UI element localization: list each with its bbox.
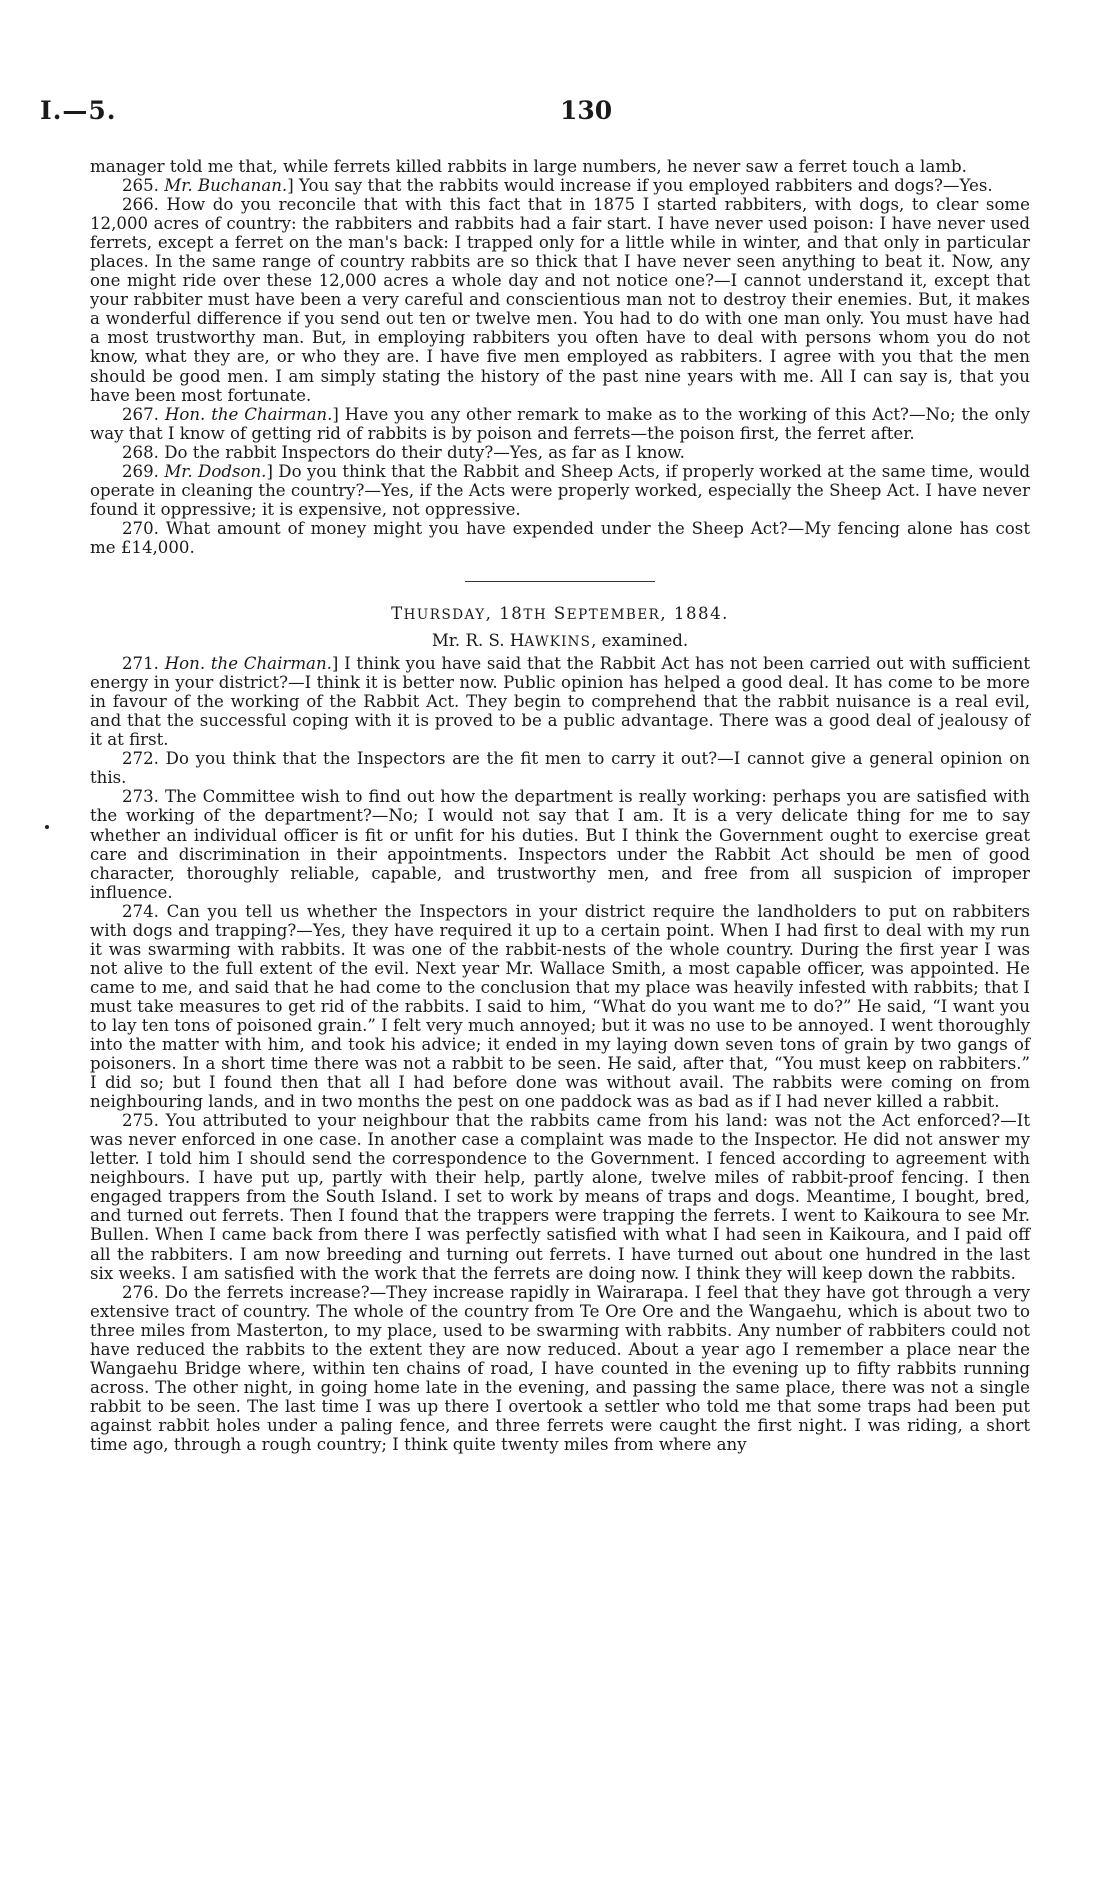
witness-line: Mr. R. S. HAWKINS, examined. [431, 631, 689, 651]
section-divider [465, 581, 655, 582]
question-266: 266. How do you reconcile that with this fact that in 1875 I started rabbiters, with dogs, to clear some 12,000 acres of country: the rabbiters and rabbits had a fair start. I have never used poison: I have never used ferrets, except a ferret on the man's back: I trapped only for a little while in winter, and that only in particular places. In the same range of country rabbits are so thick that I have never seen anything to beat it. Now, any one might ride over these 12,000 acres a whole day and not notice one?—I cannot understand it, except that your rabbiter must have been a very careful and conscientious man not to destroy their enemies. But, it makes a wonderful difference if you send out ten or twelve men. You had to do with one man only. You must have had a most trustworthy man. But, in employing rabbiters you often have to deal with persons whom you do not know, what they are, or who they are. I have five men employed as rabbiters. I agree with you that the men should be good men. I am simply stating the history of the past nine years with me. All I can say is, that you have been most fortunate. [90, 195, 1030, 405]
question-270: 270. What amount of money might you have expended under the Sheep Act?—My fencing alone has cost me £14,000. [90, 518, 1030, 557]
question-273: 273. The Committee wish to find out how the department is really working: perhaps you are satisfied with the working of the department?—No; I would not say that I am. It is a very delicate thing for me to say whether an individual officer is fit or unfit for his duties. But I think the Government ought to exercise great care and discrimination in their appointments. Inspectors under the Rabbit Act should be men of good character, thoroughly reliable, capable, and trustworthy men, and free from all suspicion of improper influence. [90, 787, 1030, 902]
margin-dot [45, 825, 49, 829]
question-269: 269. Mr. Dodson.] Do you think that the Rabbit and Sheep Acts, if properly worked at the same time, would operate in cleaning the country?—Yes, if the Acts were properly worked, especially the Sheep Act. I have never found it oppressive; it is expensive, not oppressive. [90, 461, 1030, 519]
question-274: 274. Can you tell us whether the Inspectors in your district require the landholders to put on rabbiters with dogs and trapping?—Yes, they have required it up to a certain point. When I had first to deal with my run it was swarming with rabbits. It was one of the rabbit-nests of the whole country. During the first year I was not alive to the full extent of the evil. Next year Mr. Wallace Smith, a most capable officer, was appointed. He came to me, and said that he had come to the conclusion that my place was heavily infested with rabbits; that I must take measures to get rid of the rabbits. I said to him, “What do you want me to do?” He said, “I want you to lay ten tons of poisoned grain.” I felt very much annoyed; but it was no use to be annoyed. I went thoroughly into the matter with him, and took his advice; it ended in my laying down seven tons of grain by two gangs of poisoners. In a short time there was not a rabbit to be seen. He said, after that, “You must keep on rabbiters.” I did so; but I found then that all I had before done was without avail. The rabbits were coming on from neighbouring lands, and in two months the pest on one paddock was as bad as if I had never killed a rabbit. [90, 901, 1030, 1112]
document-reference: I.—5. [40, 96, 117, 125]
question-268: 268. Do the rabbit Inspectors do their duty?—Yes, as far as I know. [122, 442, 685, 462]
paragraph-continuation: manager told me that, while ferrets killed rabbits in large numbers, he never saw a ferret touch a lamb. [90, 157, 967, 176]
question-276: 276. Do the ferrets increase?—They increase rapidly in Wairarapa. I feel that they have got through a very extensive tract of country. The whole of the country from Te Ore Ore and the Wangaehu, which is about two to three miles from Masterton, to my place, used to be swarming with rabbits. Any number of rabbiters could not have reduced the rabbits to the extent they are now reduced. About a year ago I remember a place near the Wangaehu Bridge where, within ten chains of road, I have counted in the evening up to fifty rabbits running across. The other night, in going home late in the evening, and passing the same place, there was not a single rabbit to be seen. The last time I was up there I overtook a settler who told me that some traps had been put against rabbit holes under a paling fence, and three ferrets were caught the first night. I was riding, a short time ago, through a rough country; I think quite twenty miles from where any [90, 1282, 1030, 1454]
session-date: THURSDAY, 18TH SEPTEMBER, 1884. [391, 603, 729, 623]
page-body [90, 157, 1030, 1454]
question-267: 267. Hon. the Chairman.] Have you any other remark to make as to the working of this Act?—No; the only way that I know of getting rid of rabbits is by poison and ferrets—the poison first, the ferret after. [90, 404, 1030, 443]
question-275: 275. You attributed to your neighbour that the rabbits came from his land: was not the Act enforced?—It was never enforced in one case. In another case a complaint was made to the Inspector. He did not answer my letter. I told him I should send the correspondence to the Government. I fenced according to agreement with neighbours. I have put up, partly with their help, partly alone, twelve miles of rabbit-proof fencing. I then engaged trappers from the South Island. I set to work by means of traps and dogs. Meantime, I bought, bred, and turned out ferrets. Then I found that the trappers were trapping the ferrets. I went to Kaikoura to see Mr. Bullen. When I came back from there I was perfectly satisfied with what I had seen in Kaikoura, and I paid off all the rabbiters. I am now breeding and turning out ferrets. I have turned out about one hundred in the last six weeks. I am satisfied with the work that the ferrets are doing now. I think they will keep down the rabbits. [90, 1111, 1030, 1283]
page-number: 130 [560, 96, 613, 125]
question-265: 265. Mr. Buchanan.] You say that the rabbits would increase if you employed rabbiters and dogs?—Yes. [122, 176, 993, 196]
question-272: 272. Do you think that the Inspectors are the fit men to carry it out?—I cannot give a general opinion on this. [90, 749, 1030, 788]
page-header [40, 96, 1080, 136]
question-271: 271. Hon. the Chairman.] I think you have said that the Rabbit Act has not been carried out with sufficient energy in your district?—I think it is better now. Public opinion has helped a good deal. It has come to be more in favour of the working of the Rabbit Act. They begin to comprehend that the rabbit nuisance is a real evil, and that the successful coping with it is proved to be a public advantage. There was a good deal of jealousy of it at first. [90, 654, 1030, 750]
